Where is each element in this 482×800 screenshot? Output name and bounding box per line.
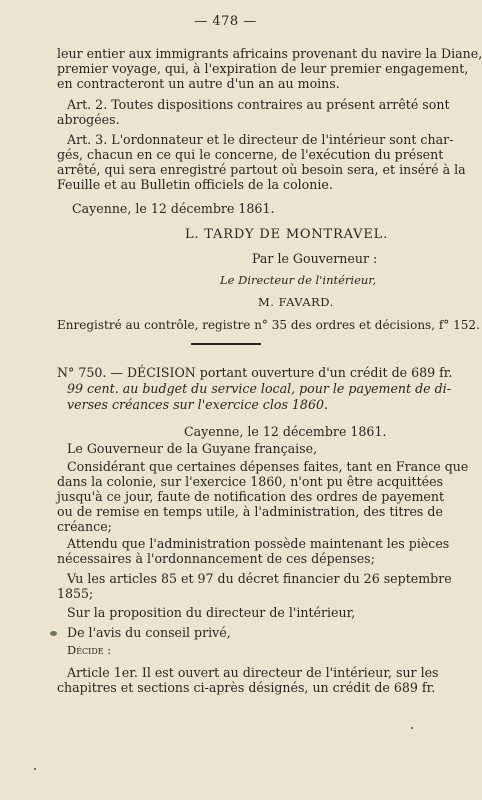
text-line: De l'avis du conseil privé, [67, 625, 231, 640]
text-line: premier voyage, qui, à l'expiration de leur premier engagement, [57, 61, 469, 76]
signature-director: M. FAVARD. [258, 295, 334, 309]
text-line: Considérant que certaines dépenses faites, tant en France que [67, 459, 469, 474]
text-line: Sur la proposition du directeur de l'intérieur, [67, 605, 356, 620]
signature-governor: L. TARDY DE MONTRAVEL. [185, 227, 389, 242]
text-line: arrêté, qui sera enregistré partout où besoin sera, et inséré à la [57, 162, 466, 177]
text-line: chapitres et sections ci-après désignés, un crédit de 689 fr. [57, 680, 436, 695]
text-line: Art. 3. L'ordonnateur et le directeur de l'intérieur sont char- [67, 132, 454, 147]
text-line: jusqu'à ce jour, faute de notification des ordres de payement [57, 489, 445, 504]
signature-by: Par le Gouverneur : [252, 251, 378, 266]
section-divider [191, 343, 261, 345]
text-line: leur entier aux immigrants africains provenant du navire la Diane, [57, 46, 482, 61]
decision-heading: N° 750. — DÉCISION portant ouverture d'un crédit de 689 fr. [57, 365, 453, 380]
text-line: Feuille et au Bulletin officiels de la colonie. [57, 177, 333, 192]
text-line: 1855; [57, 586, 94, 601]
paper-stain [50, 631, 57, 636]
text-line: Vu les articles 85 et 97 du décret financier du 26 septembre [67, 571, 452, 586]
text-line: créance; [57, 519, 112, 534]
text-line: nécessaires à l'ordonnancement de ces dépenses; [57, 551, 375, 566]
place-date: Cayenne, le 12 décembre 1861. [184, 424, 387, 439]
text-line: Le Gouverneur de la Guyane française, [67, 441, 318, 456]
text-line: Art. 2. Toutes dispositions contraires au présent arrêté sont [67, 97, 450, 112]
text-line: abrogées. [57, 112, 120, 127]
place-date: Cayenne, le 12 décembre 1861. [72, 201, 275, 216]
registration-note: Enregistré au contrôle, registre n° 35 des ordres et décisions, f° 152. [57, 318, 480, 332]
decision-heading: verses créances sur l'exercice clos 1860. [67, 397, 328, 412]
decision-heading: 99 cent. au budget du service local, pour le payement de di- [67, 381, 451, 396]
decide-label: Décide : [67, 643, 112, 657]
text-line: Attendu que l'administration possède maintenant les pièces [67, 536, 450, 551]
text-line: ou de remise en temps utile, à l'administration, des titres de [57, 504, 443, 519]
paper-speck [411, 727, 413, 729]
text-line: gés, chacun en ce qui le concerne, de l'exécution du présent [57, 147, 444, 162]
text-line: Article 1er. Il est ouvert au directeur de l'intérieur, sur les [67, 665, 439, 680]
text-line: en contracteront un autre d'un an au moins. [57, 76, 340, 91]
page-number: — 478 — [194, 14, 257, 29]
paper-speck [34, 768, 36, 770]
signature-title: Le Directeur de l'intérieur, [220, 273, 377, 287]
text-line: dans la colonie, sur l'exercice 1860, n'ont pu être acquittées [57, 474, 444, 489]
